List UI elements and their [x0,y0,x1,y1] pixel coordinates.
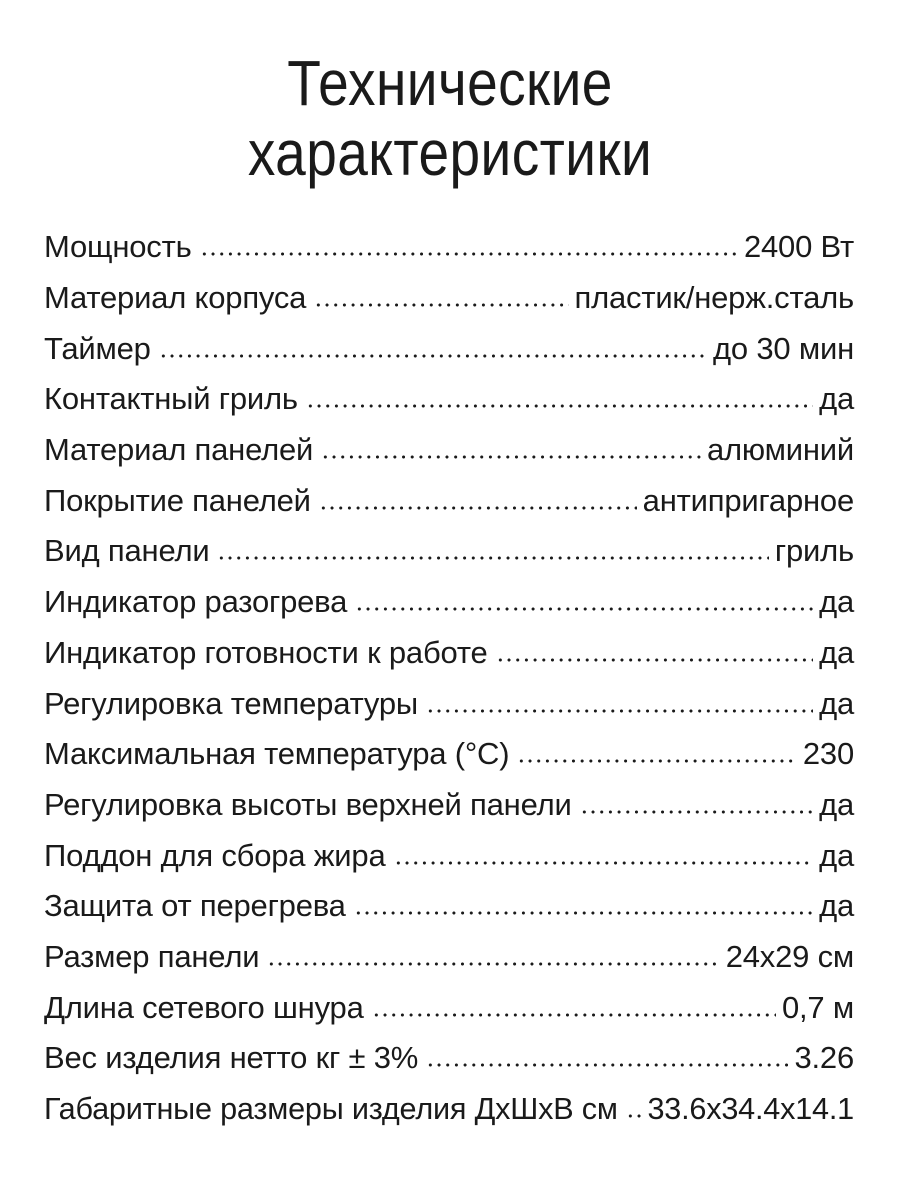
spec-label: Длина сетевого шнура [44,989,364,1025]
spec-label: Регулировка высоты верхней панели [44,786,572,822]
dot-leader [217,556,768,560]
dot-leader [394,861,814,865]
spec-row [44,780,854,831]
spec-value: 33.6x34.4x14.1 [647,1091,854,1126]
spec-value: 230 [802,736,854,772]
title-line-2: характеристики [247,117,653,189]
spec-label: Материал корпуса [44,280,307,316]
dot-leader [517,759,797,763]
spec-label: Покрытие панелей [44,482,311,518]
dot-leader [426,709,813,713]
spec-row [44,222,854,273]
dot-leader [200,252,738,256]
spec-value: гриль [774,533,854,569]
dot-leader [319,506,637,510]
spec-label: Материал панелей [44,432,314,468]
dot-leader [372,1013,776,1017]
spec-label: Контактный гриль [44,381,298,417]
spec-label: Максимальная температура (°C) [44,736,510,772]
spec-value: антипригарное [642,482,854,518]
spec-row [44,1084,854,1135]
dot-leader [426,1063,788,1067]
spec-label: Индикатор готовности к работе [44,634,488,670]
spec-value: 24x29 см [725,938,854,974]
spec-label: Габаритные размеры изделия ДхШхВ см [44,1091,618,1126]
spec-value: да [819,685,854,721]
title-line-1: Технические [287,47,613,119]
dot-leader [355,607,813,611]
dot-leader [267,962,719,966]
spec-row [44,729,854,780]
spec-row [44,881,854,932]
spec-label: Регулировка температуры [44,685,418,721]
spec-label: Поддон для сбора жира [44,837,386,873]
spec-label: Индикатор разогрева [44,584,348,620]
page-title [63,48,837,188]
dot-leader [626,1114,642,1118]
spec-row [44,577,854,628]
spec-value: 0,7 м [781,989,854,1025]
spec-value: да [819,381,854,417]
dot-leader [314,303,568,307]
spec-value: да [819,888,854,924]
spec-label: Вид панели [44,533,210,569]
spec-value: да [819,786,854,822]
spec-value: алюминий [706,432,854,468]
spec-value: да [819,584,854,620]
spec-row [44,475,854,526]
spec-label: Защита от перегрева [44,888,346,924]
spec-label: Вес изделия нетто кг ± 3% [44,1040,419,1076]
spec-label: Мощность [44,229,192,265]
dot-leader [354,911,813,915]
dot-leader [496,658,814,662]
dot-leader [580,810,813,814]
spec-value: 2400 Вт [743,229,854,265]
spec-label: Размер панели [44,938,260,974]
spec-value: пластик/нерж.сталь [574,280,854,316]
dot-leader [159,354,707,358]
spec-row [44,425,854,476]
spec-row [44,932,854,983]
dot-leader [321,455,701,459]
spec-row [44,1033,854,1084]
spec-row [44,982,854,1033]
spec-row [44,374,854,425]
spec-row [44,323,854,374]
spec-row [44,273,854,324]
spec-row [44,526,854,577]
spec-value: да [819,837,854,873]
spec-value: до 30 мин [713,330,854,366]
spec-value: да [819,634,854,670]
spec-list [44,222,854,1134]
dot-leader [306,404,813,408]
spec-row [44,830,854,881]
spec-row [44,678,854,729]
spec-value: 3.26 [794,1040,854,1076]
spec-row [44,628,854,679]
spec-label: Таймер [44,330,151,366]
